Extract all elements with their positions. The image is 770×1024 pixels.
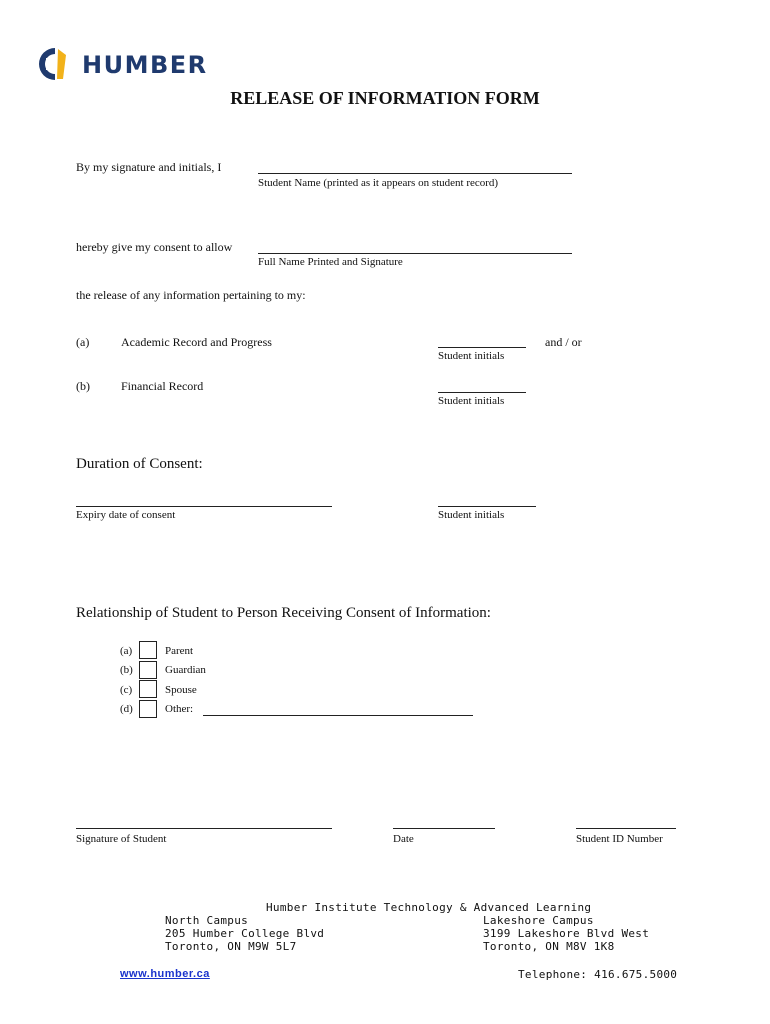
option-label-guardian: Guardian: [165, 664, 206, 676]
student-signature-caption: Signature of Student: [76, 833, 167, 845]
lakeshore-campus-name: Lakeshore Campus: [483, 914, 594, 927]
duration-initials-field[interactable]: [438, 506, 536, 507]
release-text: the release of any information pertaining to my:: [76, 288, 306, 302]
option-marker: (b): [120, 664, 133, 676]
item-marker: (a): [76, 335, 90, 349]
academic-initials-field[interactable]: [438, 347, 526, 348]
telephone-text: Telephone: 416.675.5000: [518, 968, 678, 981]
website-link[interactable]: www.humber.ca: [120, 968, 210, 980]
north-campus-city: Toronto, ON M9W 5L7: [165, 940, 297, 953]
option-marker: (a): [120, 645, 133, 657]
academic-initials-caption: Student initials: [438, 350, 505, 362]
consent-give-label: hereby give my consent to allow: [76, 240, 233, 254]
recipient-name-field[interactable]: [258, 253, 572, 254]
lakeshore-campus-street: 3199 Lakeshore Blvd West: [483, 927, 650, 940]
parent-checkbox[interactable]: [139, 641, 157, 659]
option-label-spouse: Spouse: [165, 684, 197, 696]
expiry-date-caption: Expiry date of consent: [76, 509, 176, 521]
financial-initials-field[interactable]: [438, 392, 526, 393]
page-title: RELEASE OF INFORMATION FORM: [230, 88, 540, 108]
student-id-field[interactable]: [576, 828, 676, 829]
student-name-caption: Student Name (printed as it appears on student record): [258, 177, 499, 189]
and-or-text: and / or: [545, 335, 582, 349]
spouse-checkbox[interactable]: [139, 680, 157, 698]
option-marker: (d): [120, 703, 133, 715]
student-name-field[interactable]: [258, 173, 572, 174]
item-marker: (b): [76, 379, 90, 393]
north-campus-street: 205 Humber College Blvd: [165, 927, 325, 940]
student-id-caption: Student ID Number: [576, 833, 663, 845]
recipient-name-caption: Full Name Printed and Signature: [258, 256, 403, 268]
guardian-checkbox[interactable]: [139, 661, 157, 679]
lakeshore-campus-city: Toronto, ON M8V 1K8: [483, 940, 615, 953]
other-relationship-field[interactable]: [203, 715, 473, 716]
item-label-financial: Financial Record: [121, 379, 204, 393]
date-field[interactable]: [393, 828, 495, 829]
option-label-parent: Parent: [165, 645, 194, 657]
financial-initials-caption: Student initials: [438, 395, 505, 407]
relationship-heading: Relationship of Student to Person Receiving Consent of Information:: [76, 605, 491, 621]
consent-intro-label: By my signature and initials, I: [76, 160, 222, 174]
duration-heading: Duration of Consent:: [76, 456, 203, 472]
humber-logo-icon: [36, 46, 74, 82]
north-campus-name: North Campus: [165, 914, 249, 927]
other-checkbox[interactable]: [139, 700, 157, 718]
option-marker: (c): [120, 684, 133, 696]
item-label-academic: Academic Record and Progress: [121, 335, 272, 349]
footer-institution: Humber Institute Technology & Advanced Learning: [266, 901, 592, 914]
duration-initials-caption: Student initials: [438, 509, 505, 521]
option-label-other: Other:: [165, 703, 194, 715]
humber-logo-wordmark: HUMBER: [82, 51, 208, 79]
date-caption: Date: [393, 833, 414, 845]
student-signature-field[interactable]: [76, 828, 332, 829]
expiry-date-field[interactable]: [76, 506, 332, 507]
